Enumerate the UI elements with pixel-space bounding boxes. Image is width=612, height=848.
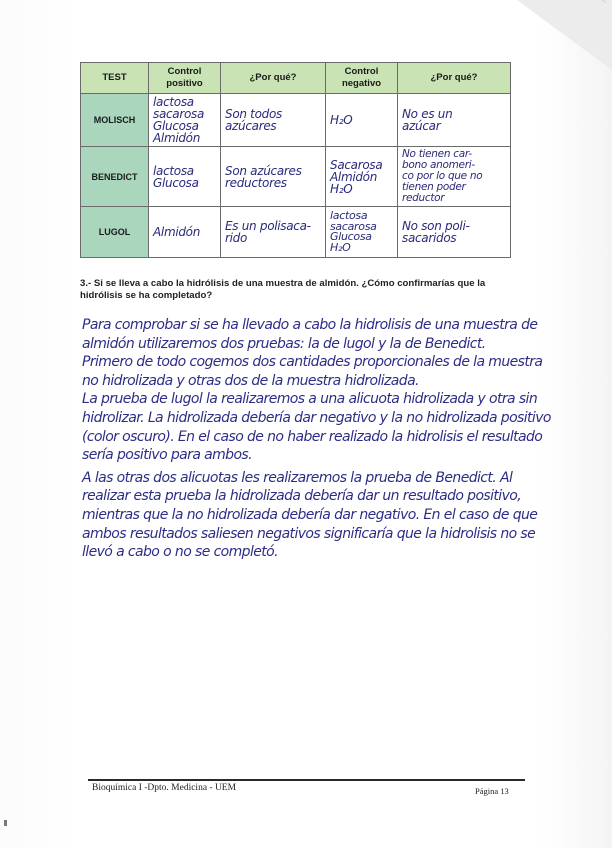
table-header-row	[81, 63, 511, 94]
folded-corner	[517, 0, 612, 70]
answer-paragraph: Primero de todo cogemos dos cantidades proporcionales de la muestra no hidrolizada y otras dos de la muestra hidrolizada.	[82, 354, 543, 389]
cell-control-negativo: Sacarosa Almidón H₂O	[326, 147, 398, 207]
footer-page-number: Página 13	[475, 786, 509, 796]
cell-control-negativo: lactosa sacarosa Glucosa H₂O	[326, 207, 398, 258]
cell-por-que-negativo: No tienen car- bono anomeri- co por lo que no tienen poder reductor	[398, 147, 511, 207]
cell-control-positivo: lactosa Glucosa	[149, 147, 221, 207]
table-row	[81, 207, 511, 258]
cell-por-que-positivo: Es un polisaca- rido	[221, 207, 326, 258]
header-por-que-positivo: ¿Por qué?	[221, 63, 326, 94]
header-control-negativo: Control negativo	[326, 63, 398, 94]
cell-control-positivo: lactosa sacarosa Glucosa Almidón	[149, 94, 221, 147]
row-test-lugol: LUGOL	[81, 207, 149, 258]
header-control-positivo: Control positivo	[149, 63, 221, 94]
row-test-benedict: BENEDICT	[81, 147, 149, 207]
handwritten-answer	[82, 316, 552, 562]
answer-paragraph: La prueba de lugol la realizaremos a una alicuota hidrolizada y otra sin hidrolizar. La hidrolizada debería dar negativo y la no hidrolizada positivo (color oscuro). En el caso de no haber realizado la hidrolisis el resultado sería positivo para ambos.	[82, 391, 551, 464]
results-table	[80, 62, 511, 258]
scan-edge-mark	[4, 820, 7, 826]
header-test: TEST	[81, 63, 149, 94]
cell-por-que-negativo: No es un azúcar	[398, 94, 511, 147]
question-3: 3.- Si se lleva a cabo la hidrólisis de una muestra de almidón. ¿Cómo confirmarías que la hidrólisis se ha completado?	[80, 278, 486, 301]
cell-control-negativo: H₂O	[326, 94, 398, 147]
row-test-molisch: MOLISCH	[81, 94, 149, 147]
cell-control-positivo: Almidón	[149, 207, 221, 258]
footer-course: Bioquímica I -Dpto. Medicina - UEM	[92, 783, 237, 793]
answer-paragraph: A las otras dos alicuotas les realizaremos la prueba de Benedict. Al realizar esta prueba la hidrolizada debería dar un resultado positivo, mientras que la no hidrolizada debería dar negativo. En el caso de que ambos resultados saliesen negativos significaría que la hidrolisis no se llevó a cabo o no se completó.	[82, 469, 538, 561]
table-row	[81, 94, 511, 147]
cell-por-que-negativo: No son poli- sacaridos	[398, 207, 511, 258]
cell-por-que-positivo: Son todos azúcares	[221, 94, 326, 147]
header-por-que-negativo: ¿Por qué?	[398, 63, 511, 94]
table-row	[81, 147, 511, 207]
answer-paragraph: Para comprobar si se ha llevado a cabo la hidrolisis de una muestra de almidón utilizaremos dos pruebas: la de lugol y la de Benedict.	[82, 317, 538, 352]
footer-divider	[88, 779, 525, 781]
cell-por-que-positivo: Son azúcares reductores	[221, 147, 326, 207]
